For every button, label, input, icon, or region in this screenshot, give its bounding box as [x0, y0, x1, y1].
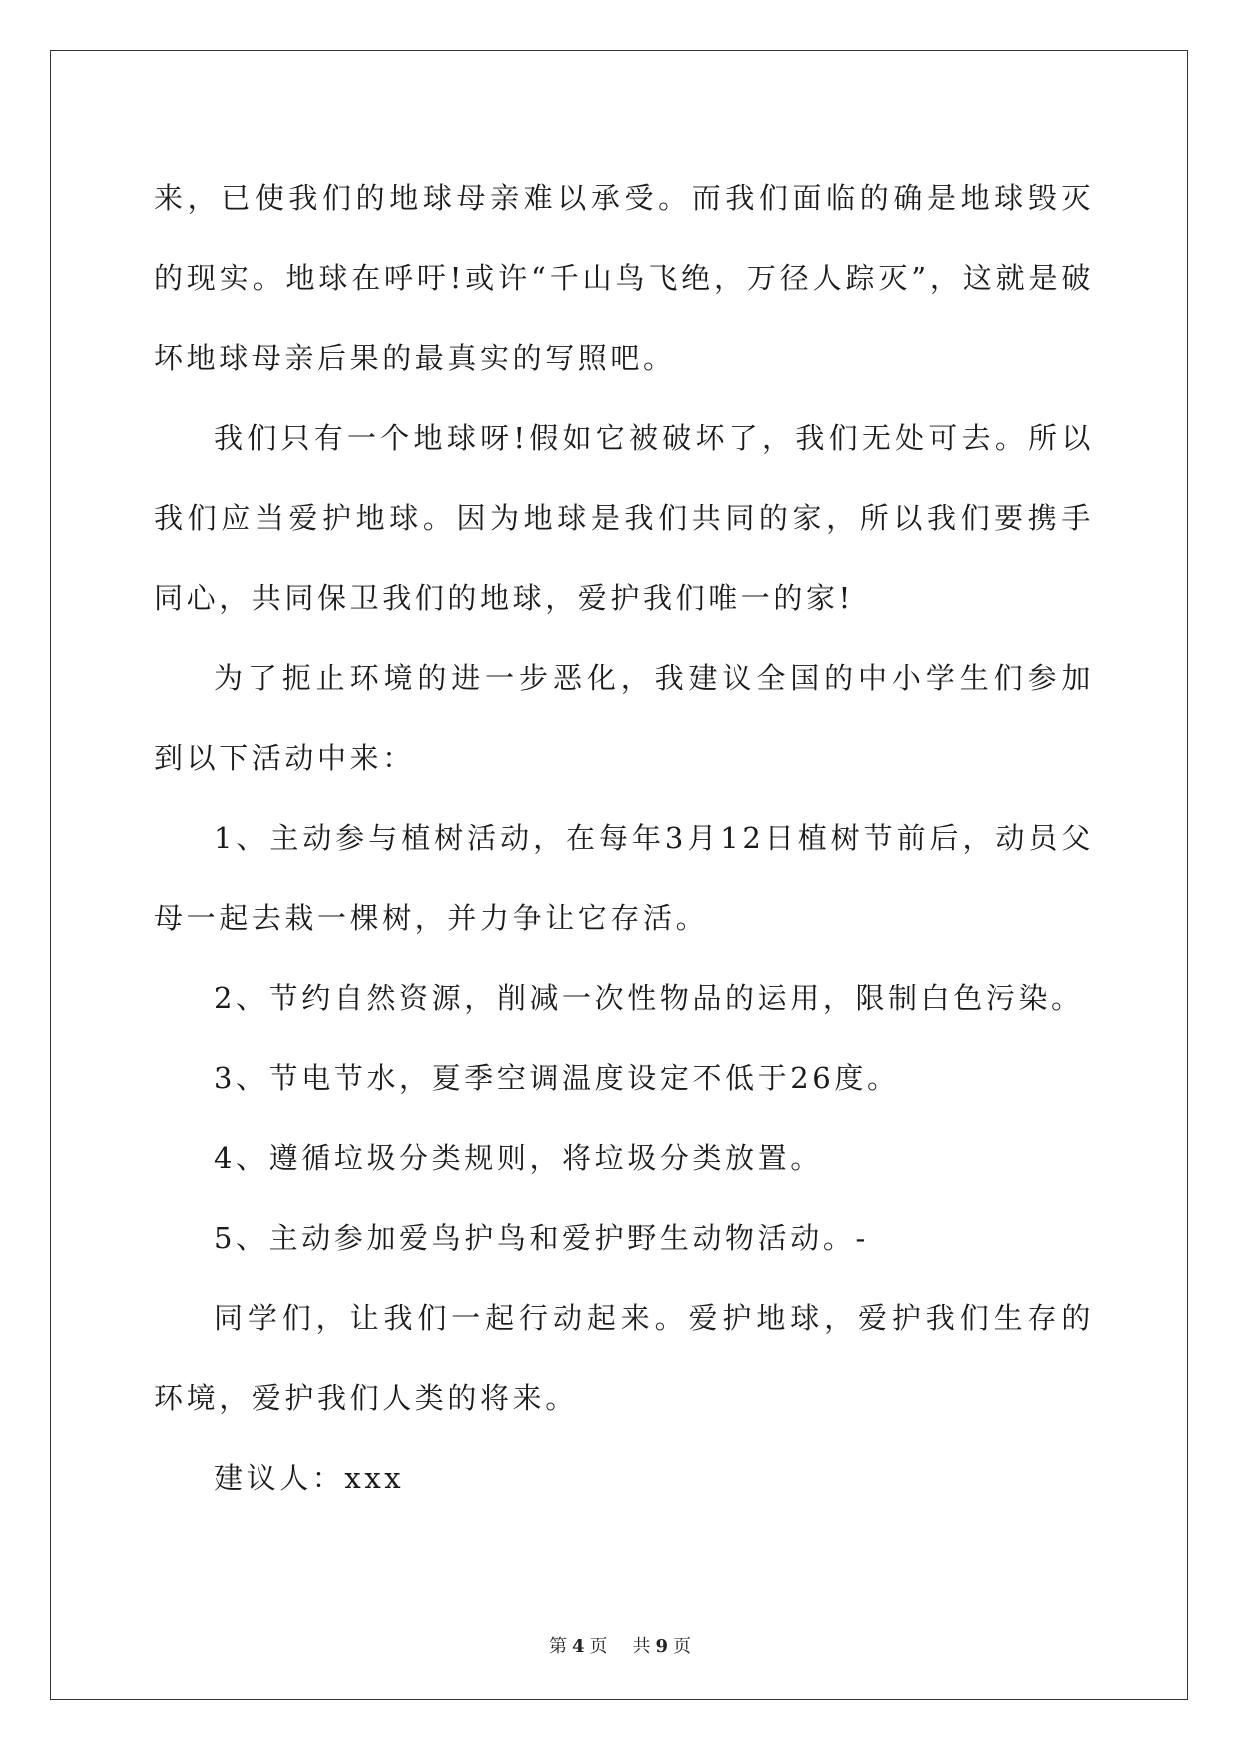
- total-suffix: 页: [673, 1636, 693, 1657]
- list-item: 2、节约自然资源，削减一次性物品的运用，限制白色污染。: [214, 981, 1084, 1015]
- list-item: 5、主动参加爱鸟护鸟和爱护野生动物活动。-: [214, 1221, 869, 1255]
- list-item: 3、节电节水，夏季空调温度设定不低于26度。: [214, 1061, 900, 1095]
- current-page-number: 4: [571, 1636, 586, 1657]
- list-item: 4、遵循垃圾分类规则，将垃圾分类放置。: [214, 1141, 823, 1175]
- paragraph: 同学们，让我们一起行动起来。爱护地球，爱护我们生存的环境，爱护我们人类的将来。: [154, 1301, 1094, 1415]
- document-body: [154, 158, 1094, 1518]
- page-prefix: 第: [548, 1636, 568, 1657]
- page-number-footer: [0, 1632, 1241, 1658]
- paragraph: 为了扼止环境的进一步恶化，我建议全国的中小学生们参加到以下活动中来：: [154, 661, 1094, 775]
- paragraph: 来，已使我们的地球母亲难以承受。而我们面临的确是地球毁灭的现实。地球在呼吁!或许“千山鸟飞绝，万径人踪灭”，这就是破坏地球母亲后果的最真实的写照吧。: [154, 181, 1094, 375]
- page-suffix: 页: [589, 1636, 609, 1657]
- total-page-count: 9: [655, 1636, 670, 1657]
- list-item: 1、主动参与植树活动，在每年3月12日植树节前后，动员父母一起去栽一棵树，并力争让它存活。: [154, 821, 1094, 935]
- total-prefix: 共: [632, 1636, 652, 1657]
- paragraph: 我们只有一个地球呀!假如它被破坏了，我们无处可去。所以我们应当爱护地球。因为地球是我们共同的家，所以我们要携手同心，共同保卫我们的地球，爱护我们唯一的家!: [154, 421, 1094, 615]
- signature-line: 建议人：xxx: [214, 1461, 405, 1495]
